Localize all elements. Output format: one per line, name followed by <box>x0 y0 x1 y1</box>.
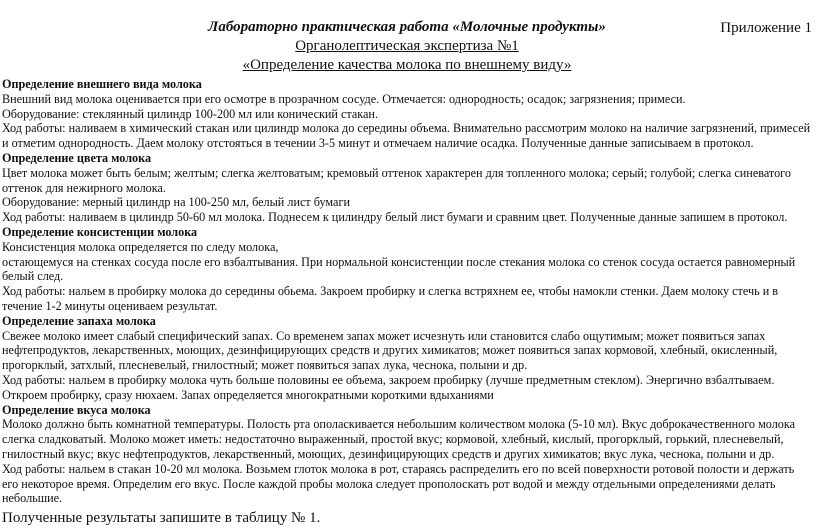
section-heading-appearance: Определение внешнего вида молока <box>2 77 202 91</box>
paragraph: Ход работы: нальем в пробирку молока до середины обьема. Закроем пробирку и слегка встряхнем ее, чтобы намокли стенки. Даем молоку стечь и в течение 1-2 минуты оцениваем результат. <box>2 284 779 313</box>
subtitle-topic: «Определение качества молока по внешнему виду» <box>242 57 572 73</box>
document-body <box>2 77 812 506</box>
paragraph: Ход работы: наливаем в химический стакан или цилиндр молока до середины объема. Внимательно рассмотрим молоко на наличие загрязнений, примесей и отметим однородность. Даем молоку отстояться в течении 3-5 минут и отмечаем наличие осадка. Полученные данные записываем в протокол. <box>2 121 811 151</box>
section-heading-consistency: Определение консистенции молока <box>2 224 198 239</box>
section-heading-smell: Определение запаха молока <box>2 313 156 328</box>
subtitle-expertise: Органолептическая экспертиза №1 <box>295 38 519 54</box>
paragraph: Консистенция молока определяется по следу молока, <box>2 239 279 254</box>
paragraph: Молоко должно быть комнатной температуры. Полость рта ополаскивается небольшим количеством молока (5-10 мл). Вкус доброкачественного молока слегка сладковатый. Молоко может иметь: недостаточно выраженный, простой вкус; кормовой, хлебный, кислый, прогорклый, горький, плесневелый, гнилостный вкус; вкус нефтепродуктов, лекарственный, моющих, дезинфицирующих средств и других химикатов; вкус лука, чеснока, полыни и др. <box>2 417 796 461</box>
appendix-label: Приложение 1 <box>720 20 812 36</box>
section-heading-color: Определение цвета молока <box>2 150 152 165</box>
section-heading-taste: Определение вкуса молока <box>2 402 151 417</box>
document-page <box>0 18 816 532</box>
paragraph: Оборудование: стеклянный цилиндр 100-200 мл или конический стакан. <box>2 106 379 121</box>
paragraph: Ход работы: нальем в пробирку молока чуть больше половины ее объема, закроем пробирку (лучше предметным стеклом). Энергично взбалтываем. Откроем пробирку, сразу нюхаем. Запах определяется многократными короткими вдыханиями <box>2 372 775 402</box>
paragraph: Свежее молоко имеет слабый специфический запах. Со временем запах может исчезнуть или становится слабо ощутимым; может появиться запах нефтепродуктов, лекарственных, моющих, дезинфицирующих средств и других химикатов; может появиться запах кормовой, хлебный, окисленный, прогорклый, затхлый, плесневелый, гнилостный; может появиться запах лука, чеснока, полыни и др. <box>2 328 778 373</box>
paragraph: Цвет молока может быть белым; желтым; слегка желтоватым; кремовый оттенок характерен для топленного молока; серый; голубой; слегка синеватого оттенок для нежирного молока. <box>2 165 791 195</box>
paragraph: Ход работы: нальем в стакан 10-20 мл молока. Возьмем глоток молока в рот, стараясь распределить его по всей поверхности ротовой полости и держать его некоторое время. Определим его вкус. После каждой пробы молока следует прополоскать рот водой и между отдельными определениями делать небольшие. <box>2 461 795 506</box>
paragraph: остающемуся на стенках сосуда после его взбалтывания. При нормальной консистенции после стекания молока со стенок сосуда остается равномерный белый след. <box>2 254 796 284</box>
document-title: Лабораторно практическая работа «Молочные продукты» <box>208 19 606 35</box>
paragraph: Внешний вид молока оценивается при его осмотре в прозрачном сосуде. Отмечается: однородность; осадок; загрязнения; примеси. <box>2 91 686 106</box>
paragraph: Оборудование: мерный цилиндр на 100-250 мл, белый лист бумаги <box>2 195 350 210</box>
footer-instruction: Полученные результаты запишите в таблицу № 1. <box>2 510 321 527</box>
paragraph: Ход работы: наливаем в цилиндр 50-60 мл молока. Поднесем к цилиндру белый лист бумаги и сравним цвет. Полученные данные запишем в протокол. <box>2 210 788 225</box>
